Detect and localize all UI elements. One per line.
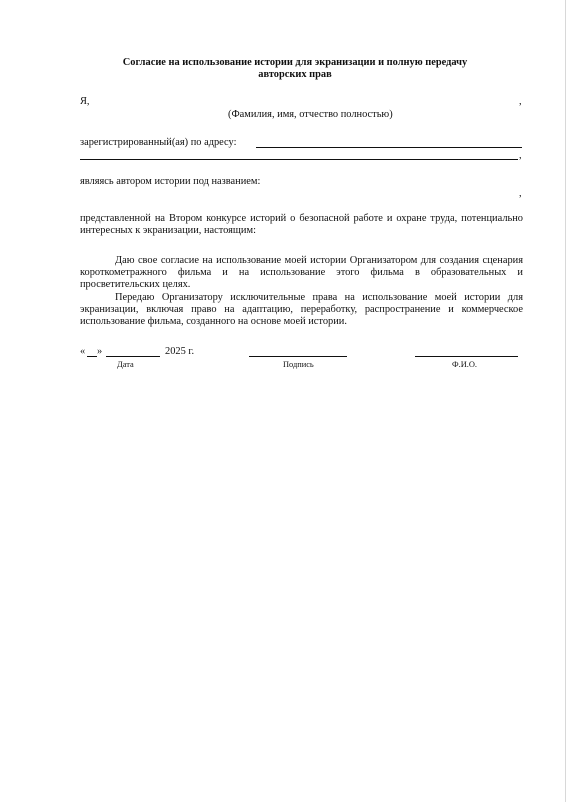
document-title-line-2: авторских прав xyxy=(258,69,332,80)
ya-label: Я, xyxy=(80,96,90,107)
date-month-line[interactable] xyxy=(106,356,160,357)
signature-caption: Подпись xyxy=(283,360,314,369)
name-line-comma: , xyxy=(519,96,522,107)
address-line-1[interactable] xyxy=(256,147,522,148)
signature-line[interactable] xyxy=(249,356,347,357)
date-caption: Дата xyxy=(117,360,134,369)
consent-paragraph-1: Даю свое согласие на использование моей истории Организатором для создания сценария короткометражного фильма и на использование этого фильма в образовательных и просветительских целях. xyxy=(80,255,523,291)
date-year: 2025 г. xyxy=(165,346,195,357)
presented-paragraph: представленной на Втором конкурсе историй о безопасной работе и охране труда, потенциально интересных к экранизации, настоящим: xyxy=(80,213,523,237)
date-close-quote: » xyxy=(97,346,103,357)
registered-address-label: зарегистрированный(ая) по адресу: xyxy=(80,137,237,148)
fio-caption: Ф.И.О. xyxy=(452,360,477,369)
document-title-line-1: Согласие на использование истории для экранизации и полную передачу xyxy=(122,57,468,68)
address-line-comma: , xyxy=(519,150,522,161)
author-label: являясь автором истории под названием: xyxy=(80,176,261,187)
date-day-line[interactable] xyxy=(87,356,97,357)
fio-hint: (Фамилия, имя, отчество полностью) xyxy=(228,109,393,120)
consent-paragraph-2: Передаю Организатору исключительные права на использование моей истории для экранизации, включая право на адаптацию, переработку, распространение и коммерческое использование фильма, созданного на основе моей истории. xyxy=(80,292,523,328)
date-open-quote: « xyxy=(80,346,86,357)
address-line-2[interactable] xyxy=(80,159,518,160)
story-title-comma: , xyxy=(519,188,522,199)
fio-line[interactable] xyxy=(415,356,518,357)
